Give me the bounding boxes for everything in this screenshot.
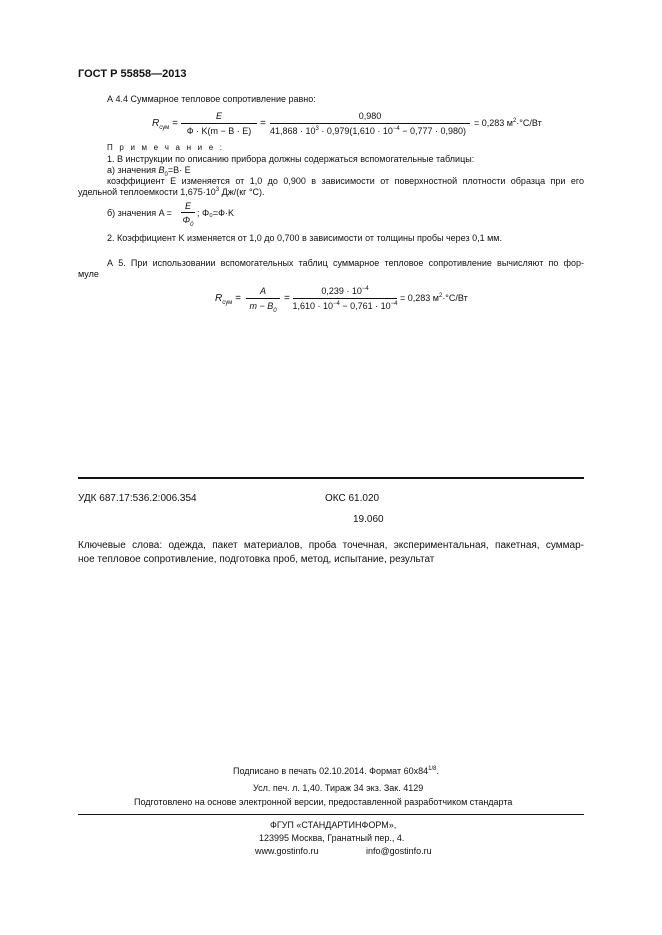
section-a5-line1: А 5. При использовании вспомогательных таблиц суммарное тепловое сопротивление вычисляют по фор- bbox=[107, 258, 584, 268]
formula-a5-f1-bar bbox=[246, 298, 280, 299]
publisher-address: 123995 Москва, Гранатный пер., 4. bbox=[259, 833, 405, 843]
formula-a44-f1-den: Ф · K(m − B · E) bbox=[186, 126, 252, 136]
notes-label: П р и м е ч а н и е : bbox=[107, 143, 225, 152]
formula-a44-f2-den: $41,868 \cdot 10^3 \cdot 0,979(1,610 \cdot 10^{-4} - 0,777 \cdot 0,980)$ bbox=[269, 126, 467, 136]
note-2: 2. Коэффициент K изменяется от 1,0 до 0,700 в зависимости от толщины пробы через 0,1 мм. bbox=[107, 233, 502, 243]
formula-a44-lhs: $R_{сум}$ = bbox=[152, 118, 178, 131]
note-1b-post: ; Φ₀=Ф·K bbox=[197, 208, 235, 218]
note-1b-bar bbox=[181, 212, 195, 213]
formula-a44-result: = 0,283 $м^2\cdot^\circ С/Вт$ bbox=[474, 118, 542, 128]
section-a44-text: А 4.4 Суммарное тепловое сопротивление равно: bbox=[107, 94, 316, 104]
formula-a44-eq: = bbox=[260, 118, 266, 129]
note-1-coef-line1: коэффициент E изменяется от 1,0 до 0,900 в зависимости от поверхностной плотности образца при его bbox=[107, 176, 584, 186]
formula-a5-f2-bar bbox=[293, 298, 397, 299]
note-1b-den: $\Phi_0$ bbox=[182, 215, 194, 228]
formula-a5-eq: = bbox=[284, 293, 290, 304]
formula-a5-lhs: $R_{сум}$ = bbox=[215, 293, 241, 306]
oks-code-2: 19.060 bbox=[353, 514, 384, 525]
publisher-email[interactable]: info@gostinfo.ru bbox=[366, 846, 432, 856]
note-1a: а) значения $B_0=B\cdot E$ bbox=[107, 165, 191, 178]
bottom-separator bbox=[78, 477, 584, 479]
note-1b-num: E bbox=[184, 201, 191, 211]
publisher-website[interactable]: www.gostinfo.ru bbox=[255, 846, 319, 856]
formula-a5-f2-den: $1,610 \cdot 10^{-4} - 0,761 \cdot 10^{-4}$ bbox=[292, 301, 398, 311]
formula-a44-f2-num: 0,980 bbox=[358, 111, 382, 121]
publisher-name: ФГУП «СТАНДАРТИНФОРМ», bbox=[270, 820, 397, 830]
formula-a5-result: = 0,283 $м^2\cdot^\circ С/Вт$ bbox=[400, 293, 468, 303]
note-1b-pre: б) значения A = bbox=[107, 208, 172, 218]
formula-a44-f1-num: E bbox=[215, 111, 222, 121]
keywords-line1: Ключевые слова: одежда, пакет материалов, проба точечная, экспериментальная, пакетная, суммар- bbox=[78, 540, 584, 551]
section-a5-line2: муле bbox=[78, 269, 99, 279]
imprint-sheets: Усл. печ. л. 1,40. Тираж 34 экз. Зак. 4129 bbox=[253, 783, 424, 793]
formula-a5-f2-num: $0,239 \cdot 10^{-4}$ bbox=[321, 286, 369, 296]
page-header-title: ГОСТ Р 55858—2013 bbox=[78, 68, 187, 80]
note-1-coef-line2: удельной теплоемкости $1,675\cdot 10^3$ Дж/(кг °С). bbox=[78, 187, 265, 197]
imprint-signed: Подписано в печать 02.10.2014. Формат $60х84^{1/8}$. bbox=[233, 766, 439, 776]
formula-a5-f1-den: $m - B_0$ bbox=[249, 301, 277, 314]
formula-a44-f2-bar bbox=[270, 123, 470, 124]
formula-a5-f1-num: A bbox=[259, 286, 266, 296]
oks-code: ОКС 61.020 bbox=[325, 493, 380, 504]
udk-code: УДК 687.17:536.2:006.354 bbox=[78, 493, 197, 504]
formula-a44-f1-bar bbox=[181, 123, 257, 124]
imprint-separator bbox=[78, 814, 584, 815]
keywords-line2: ное тепловое сопротивление, подготовка проб, метод, испытание, результат bbox=[78, 554, 435, 565]
imprint-prepared: Подготовлено на основе электронной версии, предоставленной разработчиком стандарта bbox=[134, 797, 513, 807]
note-1: 1. В инструкции по описанию прибора должны содержаться вспомогательные таблицы: bbox=[107, 154, 475, 164]
